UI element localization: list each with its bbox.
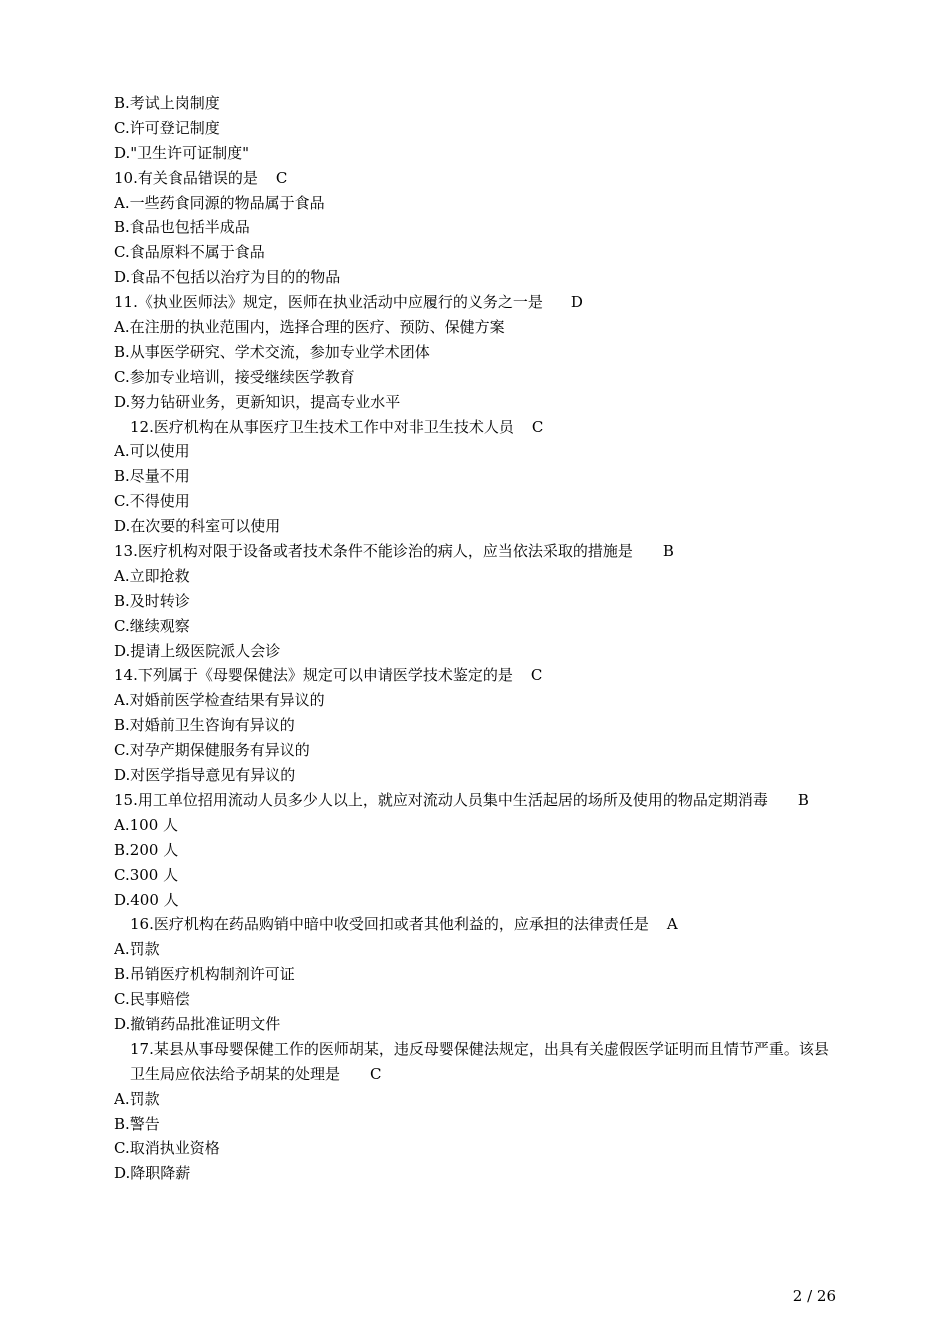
answer-label: D — [570, 293, 583, 312]
option-line: B.食品也包括半成品 — [114, 218, 250, 237]
option-line: A.罚款 — [114, 1089, 160, 1108]
option-line: D.降职降薪 — [114, 1164, 191, 1183]
option-line: D.食品不包括以治疗为目的的物品 — [114, 268, 341, 287]
option-line: B.及时转诊 — [114, 591, 190, 610]
option-line: D.努力钻研业务，更新知识，提高专业水平 — [114, 392, 401, 411]
question-line — [114, 290, 834, 315]
option-line: C.不得使用 — [114, 492, 190, 511]
page-number: 2 / 26 — [792, 1287, 836, 1305]
option-line: A.对婚前医学检查结果有异议的 — [114, 691, 325, 710]
question-line — [114, 415, 834, 440]
question-text: 10.有关食品错误的是 — [114, 168, 258, 187]
question-text: 12.医疗机构在从事医疗卫生技术工作中对非卫生技术人员 — [130, 417, 514, 436]
option-line: C.取消执业资格 — [114, 1139, 220, 1158]
answer-label: C — [530, 666, 543, 685]
question-text: 15.用工单位招用流动人员多少人以上，就应对流动人员集中生活起居的场所及使用的物品定期消毒 — [114, 790, 768, 809]
option-line: B.吊销医疗机构制剂许可证 — [114, 965, 295, 984]
question-list — [114, 91, 834, 1186]
question-line — [114, 539, 834, 564]
option-line: B.警告 — [114, 1114, 160, 1133]
option-line: B.对婚前卫生咨询有异议的 — [114, 716, 295, 735]
answer-label: C — [531, 417, 544, 436]
option-line: A.在注册的执业范围内，选择合理的医疗、预防、保健方案 — [114, 318, 505, 337]
question-line — [114, 788, 834, 813]
option-line: D."卫生许可证制度" — [114, 143, 250, 162]
question-text: 17.某县从事母婴保健工作的医师胡某，违反母婴保健法规定，出具有关虚假医学证明而且情节严重。该县卫生局应依法给予胡某的处理是 — [130, 1039, 829, 1083]
option-line: C.民事赔偿 — [114, 990, 190, 1009]
option-line: B.考试上岗制度 — [114, 94, 220, 112]
option-line: A.100 人 — [114, 815, 178, 834]
option-line: C.继续观察 — [114, 616, 190, 635]
option-line: C.300 人 — [114, 865, 179, 884]
question-text: 16.医疗机构在药品购销中暗中收受回扣或者其他利益的，应承担的法律责任是 — [130, 915, 649, 934]
option-line: A.一些药食同源的物品属于食品 — [114, 193, 325, 212]
question-line — [114, 912, 834, 937]
question-text: 11.《执业医师法》规定，医师在执业活动中应履行的义务之一是 — [114, 293, 543, 312]
option-line: D.在次要的科室可以使用 — [114, 517, 281, 536]
option-line: D.提请上级医院派人会诊 — [114, 641, 281, 660]
question-line — [114, 663, 834, 688]
option-line: A.立即抢救 — [114, 566, 190, 585]
question-text: 13.医疗机构对限于设备或者技术条件不能诊治的病人，应当依法采取的措施是 — [114, 542, 633, 561]
option-line: C.食品原料不属于食品 — [114, 243, 265, 262]
option-line: C.参加专业培训，接受继续医学教育 — [114, 367, 355, 386]
option-line: B.尽量不用 — [114, 467, 190, 486]
question-line — [114, 166, 834, 191]
option-line: B.从事医学研究、学术交流，参加专业学术团体 — [114, 342, 430, 361]
option-line: A.可以使用 — [114, 442, 190, 461]
option-line: D.对医学指导意见有异议的 — [114, 766, 296, 785]
option-line: C.对孕产期保健服务有异议的 — [114, 741, 310, 760]
question-text: 14.下列属于《母婴保健法》规定可以申请医学技术鉴定的是 — [114, 666, 513, 685]
option-line: D.撤销药品批准证明文件 — [114, 1014, 281, 1033]
answer-label: B — [797, 790, 809, 809]
answer-label: C — [275, 168, 288, 187]
answer-label: C — [370, 1064, 382, 1083]
option-line: C.许可登记制度 — [114, 118, 220, 137]
question-line — [114, 1037, 834, 1087]
option-line: A.罚款 — [114, 940, 160, 959]
answer-label: B — [662, 542, 674, 561]
answer-label: A — [666, 915, 678, 934]
option-line: D.400 人 — [114, 890, 179, 909]
option-line: B.200 人 — [114, 840, 179, 859]
